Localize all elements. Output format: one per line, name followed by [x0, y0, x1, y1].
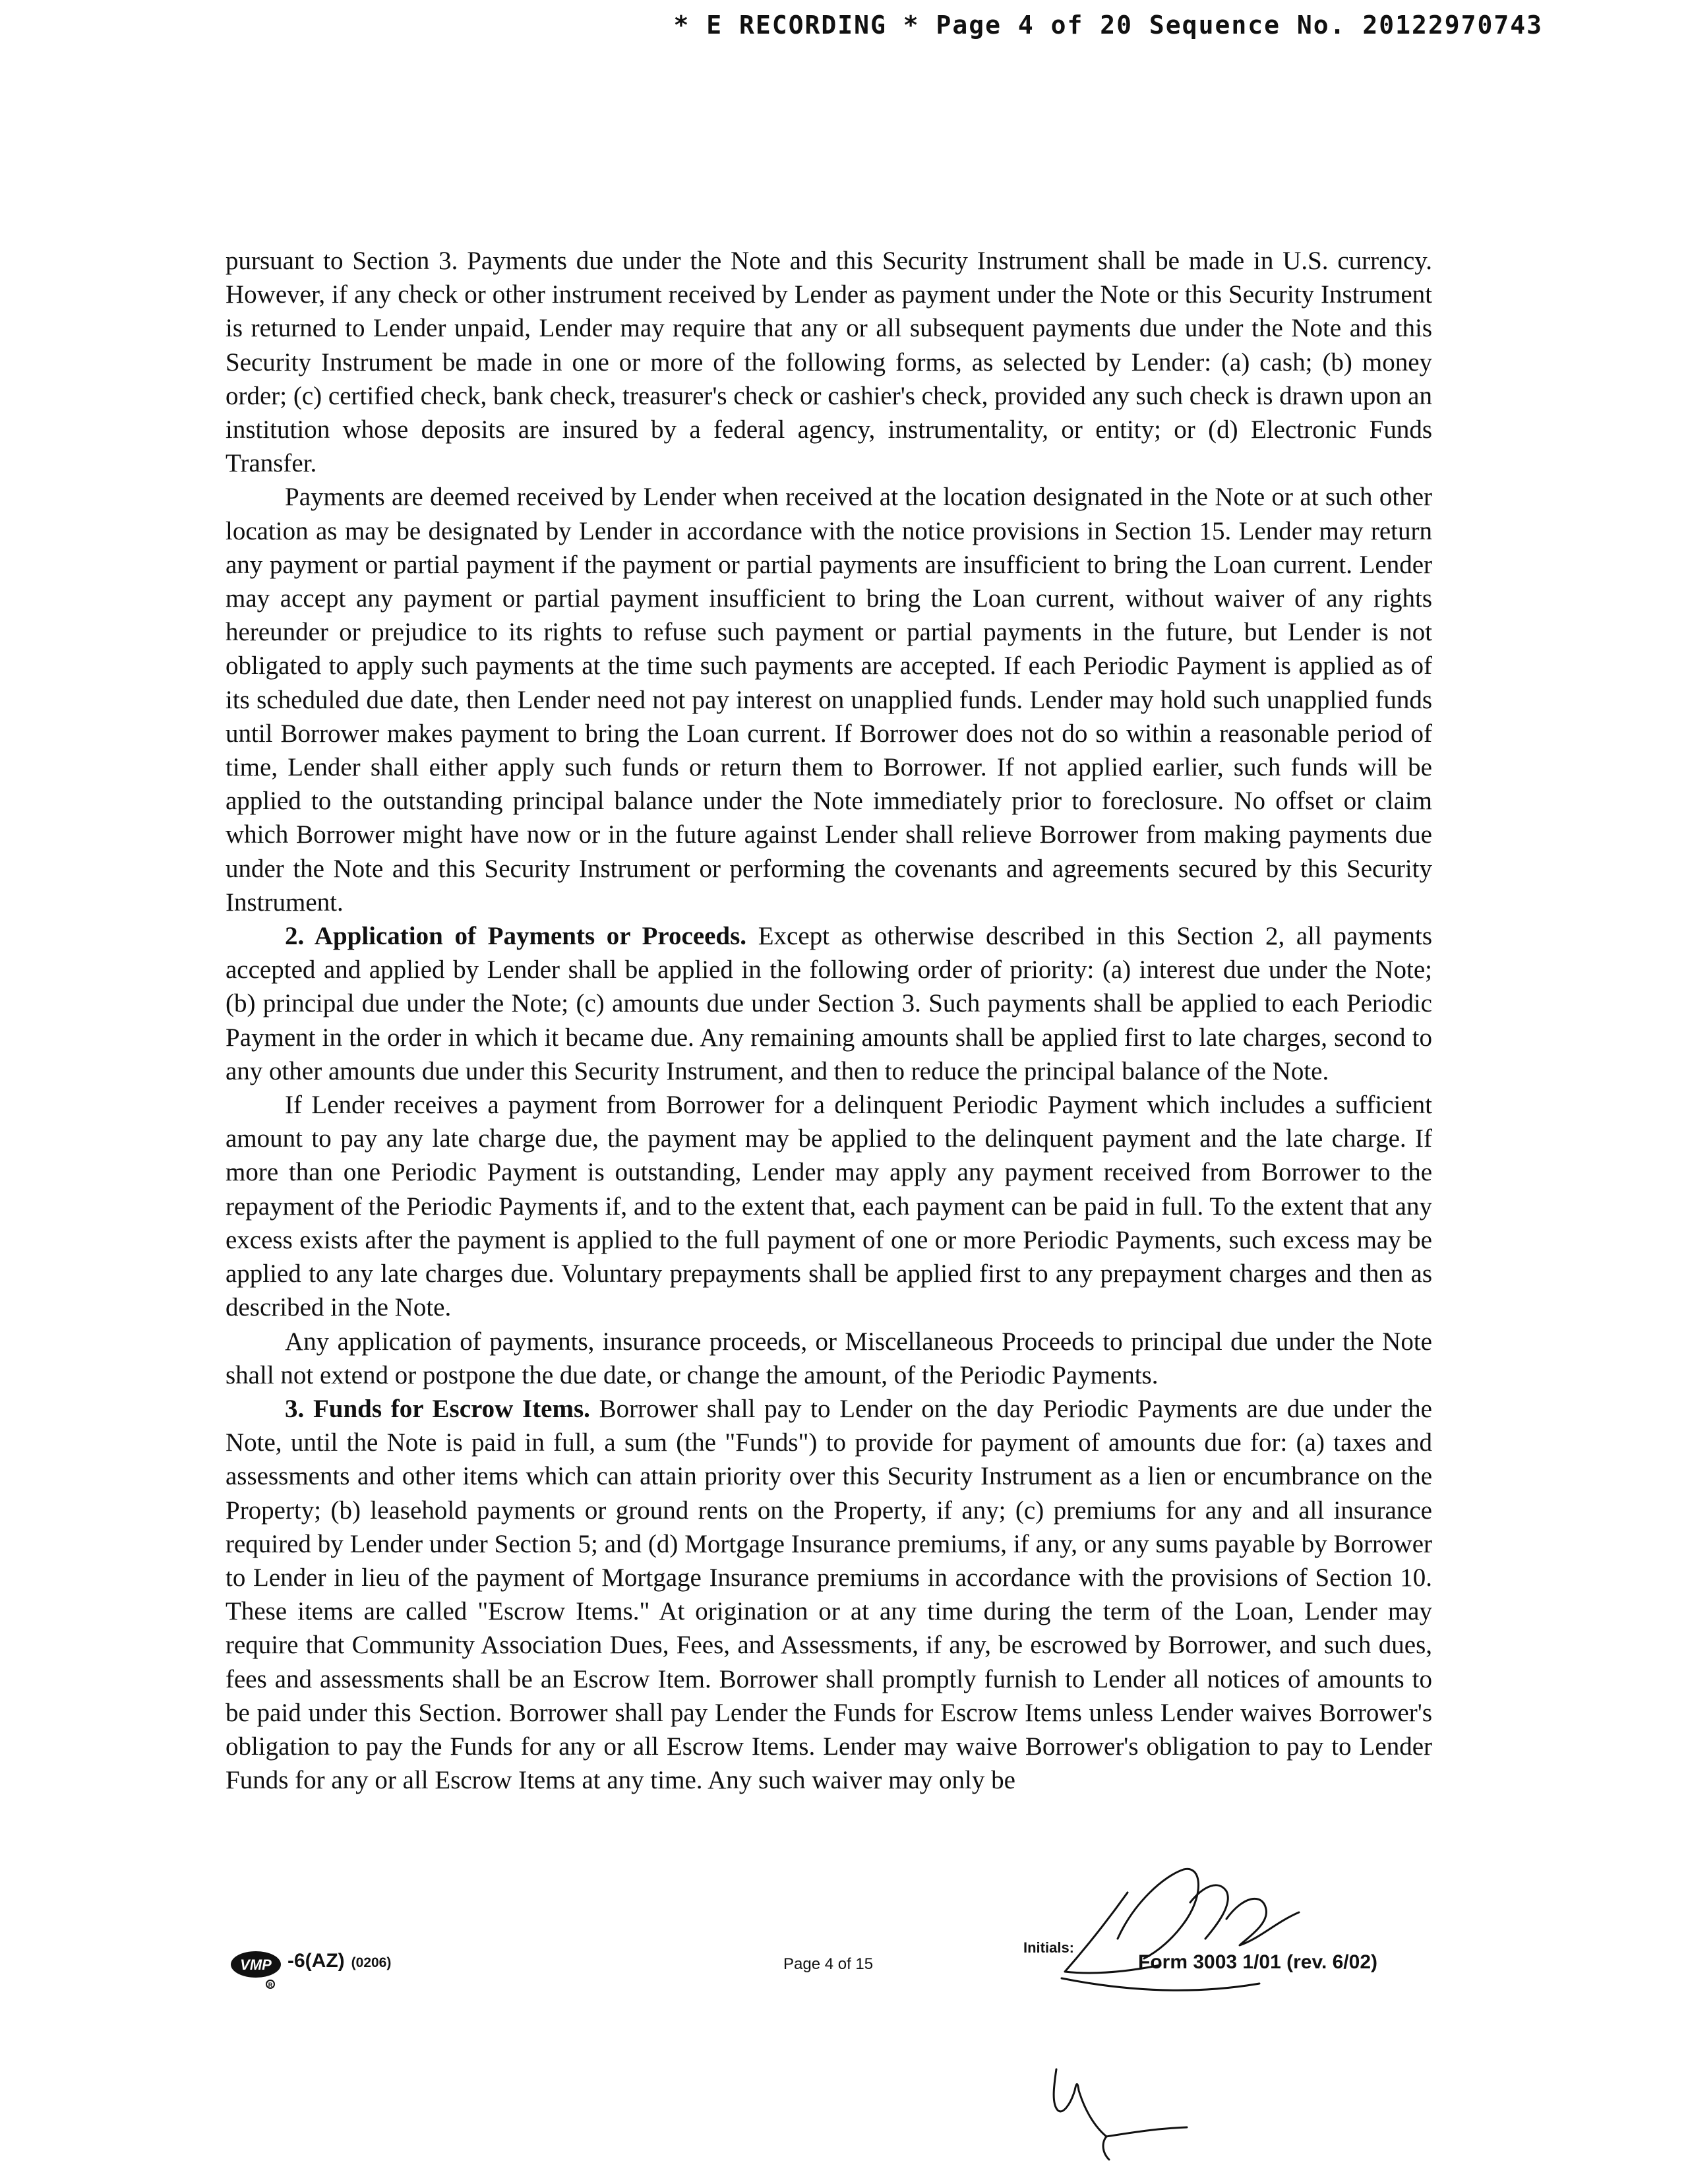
- initials-signature-icon: [1048, 1840, 1325, 1991]
- vmp-logo-icon: [229, 1949, 286, 1989]
- svg-text:R: R: [268, 1982, 273, 1988]
- form-date: (0206): [351, 1955, 392, 1970]
- section-3-heading: 3. Funds for Escrow Items.: [285, 1394, 590, 1423]
- form-code: [287, 1950, 391, 1972]
- vmp-logo-text: VMP: [240, 1957, 272, 1973]
- handwritten-mark-icon: [1048, 2064, 1246, 2163]
- section-2-application-of-payments: [226, 919, 1432, 1088]
- paragraph-application-of-proceeds: Any application of payments, insurance proceeds, or Miscellaneous Proceeds to principal due under the Note shall not extend or postpone the due date, or change the amount, of the Periodic Payments.: [226, 1327, 1432, 1389]
- section-3-escrow-items: [226, 1392, 1432, 1797]
- document-body: [226, 244, 1432, 1797]
- paragraph-delinquent-payment: If Lender receives a payment from Borrower for a delinquent Periodic Payment which includes a sufficient amount to pay any late charge due, the payment may be applied to the delinquent payment and the late charge. If more than one Periodic Payment is outstanding, Lender may apply any payment received from Borrower to the repayment of the Periodic Payments if, and to the extent that, each payment can be paid in full. To the extent that any excess exists after the payment is applied to the full payment of one or more Periodic Payments, such excess may be applied to any late charges due. Voluntary prepayments shall be applied first to any prepayment charges and then as described in the Note.: [226, 1091, 1432, 1322]
- section-3-text: Borrower shall pay to Lender on the day Periodic Payments are due under the Note, until the Note is paid in full, a sum (the "Funds") to provide for payment of amounts due for: (a) taxes and assessments and other items which can attain priority over this Security Instrument as a lien or encumbrance on the Property; (b) leasehold payments or ground rents on the Property, if any; (c) premiums for any and all insurance required by Lender under Section 5; and (d) Mortgage Insurance premiums, if any, or any sums payable by Borrower to Lender in lieu of the payment of Mortgage Insurance premiums in accordance with the provisions of Section 10. These items are called "Escrow Items." At origination or at any time during the term of the Loan, Lender may require that Community Association Dues, Fees, and Assessments, if any, be escrowed by Borrower, and such dues, fees and assessments shall be an Escrow Item. Borrower shall promptly furnish to Lender all notices of amounts to be paid under this Section. Borrower shall pay Lender the Funds for Escrow Items unless Lender waives Borrower's obligation to pay the Funds for any or all Escrow Items. Lender may waive Borrower's obligation to pay to Lender Funds for any or all Escrow Items at any time. Any such waiver may only be: [226, 1394, 1432, 1795]
- form-id: Form 3003 1/01 (rev. 6/02): [1138, 1951, 1377, 1973]
- page-number: Page 4 of 15: [783, 1955, 874, 1973]
- section-2-heading: 2. Application of Payments or Proceeds.: [285, 922, 747, 951]
- paragraph-payments-received: Payments are deemed received by Lender when received at the location designated in the Note or at such other location as may be designated by Lender in accordance with the notice provisions in Section 15. Lender may return any payment or partial payment if the payment or partial payments are insufficient to bring the Loan current. Lender may accept any payment or partial payment insufficient to bring the Loan current, without waiver of any rights hereunder or prejudice to its rights to refuse such payment or partial payments in the future, but Lender is not obligated to apply such payments at the time such payments are accepted. If each Periodic Payment is applied as of its scheduled due date, then Lender need not pay interest on unapplied funds. Lender may hold such unapplied funds until Borrower makes payment to bring the Loan current. If Borrower does not do so within a reasonable period of time, Lender shall either apply such funds or return them to Borrower. If not applied earlier, such funds will be applied to the outstanding principal balance under the Note immediately prior to foreclosure. No offset or claim which Borrower might have now or in the future against Lender shall relieve Borrower from making payments due under the Note and this Security Instrument or performing the covenants and agreements secured by this Security Instrument.: [226, 483, 1432, 917]
- recording-header: * E RECORDING * Page 4 of 20 Sequence No. 20122970743: [673, 11, 1543, 40]
- paragraph-payments-currency: pursuant to Section 3. Payments due under the Note and this Security Instrument shall be made in U.S. currency. However, if any check or other instrument received by Lender as payment under the Note or this Security Instrument is returned to Lender unpaid, Lender may require that any or all subsequent payments due under the Note and this Security Instrument be made in one or more of the following forms, as selected by Lender: (a) cash; (b) money order; (c) certified check, bank check, treasurer's check or cashier's check, provided any such check is drawn upon an institution whose deposits are insured by a federal agency, instrumentality, or entity; or (d) Electronic Funds Transfer.: [226, 247, 1432, 478]
- page-footer: [0, 1939, 1688, 2001]
- form-code-number: -6(AZ): [287, 1950, 345, 1972]
- section-2-text: Except as otherwise described in this Section 2, all payments accepted and applied by Lender shall be applied in the following order of priority: (a) interest due under the Note; (b) principal due under the Note; (c) amounts due under Section 3. Such payments shall be applied to each Periodic Payment in the order in which it became due. Any remaining amounts shall be applied first to late charges, second to any other amounts due under this Security Instrument, and then to reduce the principal balance of the Note.: [226, 922, 1432, 1085]
- initials-label: Initials:: [1023, 1939, 1075, 1956]
